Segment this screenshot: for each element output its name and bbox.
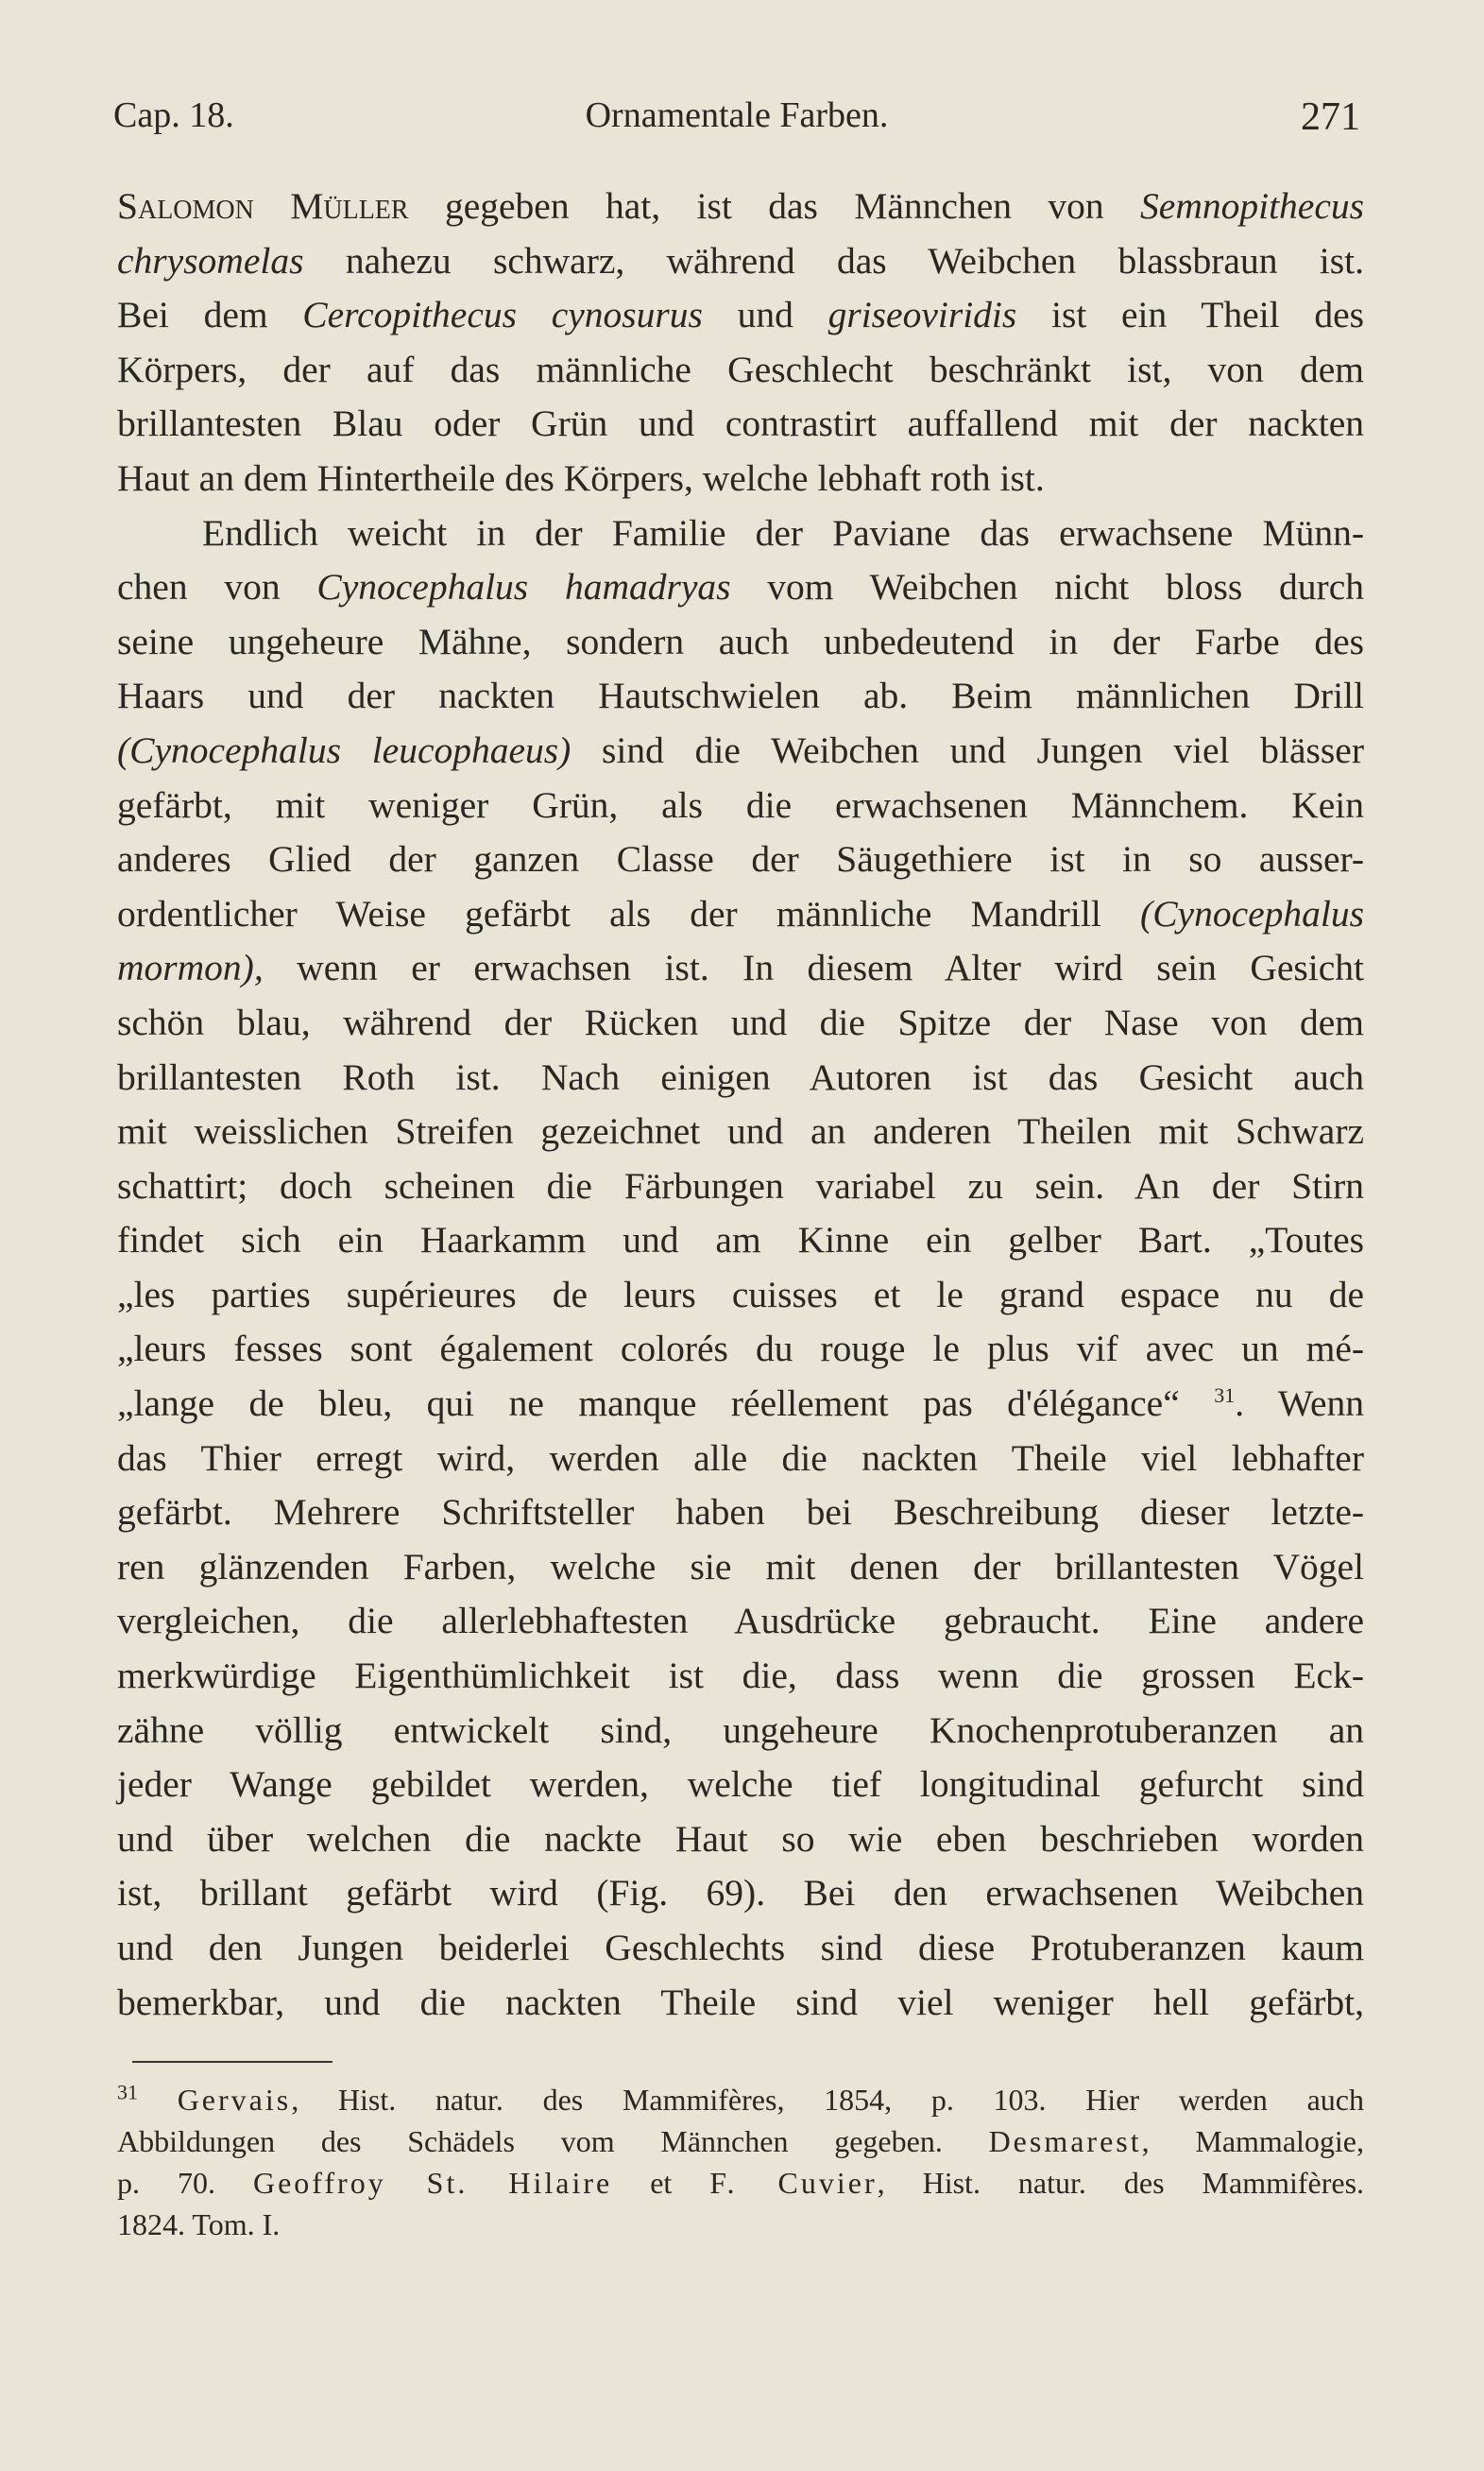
- text-run: brillantesten Blau oder Grün und contrastirt auffallend mit der nackten: [117, 403, 1364, 445]
- text-run: anderes Glied der ganzen Classe der Säugethiere ist in so ausser-: [117, 838, 1364, 881]
- text-line: [117, 1758, 1364, 1812]
- text-line: [117, 1322, 1364, 1377]
- text-run: F. Cuvier: [709, 2166, 878, 2200]
- footnote-line: [117, 2120, 1364, 2162]
- text-run: Cercopithecus cynosurus: [302, 294, 703, 336]
- text-line: [117, 1432, 1364, 1486]
- text-line: [117, 397, 1364, 452]
- text-line: [117, 1704, 1364, 1759]
- text-run: seine ungeheure Mähne, sondern auch unbedeutend in der Farbe des: [117, 620, 1364, 662]
- text-run: Cynocephalus hamadryas: [316, 566, 731, 609]
- text-line: [117, 1105, 1364, 1159]
- footnote-line: [117, 2162, 1364, 2204]
- text-line: [117, 1976, 1364, 2031]
- text-run: Körpers, der auf das männliche Geschlecht beschränkt ist, von dem: [117, 348, 1364, 390]
- running-header: [113, 94, 1360, 151]
- text-run: , Hist. natur. des Mammifères.: [877, 2166, 1365, 2200]
- text-run: „lange de bleu, qui ne manque réellement pas d'élégance“: [117, 1382, 1215, 1425]
- footnote-line: [117, 2204, 1364, 2245]
- text-run: schön blau, während der Rücken und die Spitze der Nase von dem: [117, 1001, 1364, 1043]
- text-line: [117, 1213, 1364, 1268]
- page-number: 271: [1301, 95, 1360, 139]
- text-run: merkwürdige Eigenthümlichkeit ist die, dass wenn die grossen Eck-: [117, 1655, 1364, 1697]
- text-run: chen von: [117, 566, 317, 609]
- text-run: Endlich weicht in der Familie der Paviane das erwachsene Münn-: [202, 511, 1364, 554]
- text-line: [117, 887, 1364, 942]
- text-line: [117, 288, 1364, 343]
- text-line: [117, 343, 1364, 398]
- main-text: [117, 180, 1364, 2030]
- text-run: (Cynocephalus: [1140, 892, 1364, 935]
- text-run: chrysomelas: [117, 239, 304, 282]
- text-run: et: [612, 2166, 710, 2200]
- text-run: Haars und der nackten Hautschwielen ab. Beim männlichen Drill: [117, 675, 1364, 717]
- text-run: Geoffroy St. Hilaire: [252, 2166, 613, 2200]
- text-line: [117, 1051, 1364, 1106]
- text-line: [117, 1649, 1364, 1704]
- text-run: jeder Wange gebildet werden, welche tief longitudinal gefurcht sind: [117, 1763, 1364, 1806]
- text-run: p. 70.: [117, 2166, 253, 2200]
- text-run: ist, brillant gefärbt wird (Fig. 69). Bei den erwachsenen Weibchen: [117, 1872, 1364, 1914]
- text-run: Haut an dem Hintertheile des Körpers, welche lebhaft roth ist.: [117, 456, 1045, 499]
- text-run: Desmarest: [988, 2124, 1142, 2158]
- text-run: gefärbt, mit weniger Grün, als die erwachsenen Männchem. Kein: [117, 783, 1364, 826]
- section-title: Ornamentale Farben.: [585, 95, 889, 135]
- text-run: Semnopithecus: [1140, 185, 1364, 227]
- text-run: zähne völlig entwickelt sind, ungeheure Knochenprotuberanzen an: [117, 1708, 1364, 1751]
- footnote: [117, 2079, 1364, 2245]
- text-line: [117, 1377, 1364, 1432]
- text-run: (Cynocephalus leucophaeus): [117, 729, 571, 771]
- text-line: [117, 996, 1364, 1051]
- text-run: . Wenn: [1235, 1382, 1364, 1425]
- text-run: mit weisslichen Streifen gezeichnet und an anderen Theilen mit Schwarz: [117, 1110, 1364, 1153]
- text-run: ordentlicher Weise gefärbt als der männliche Mandrill: [117, 892, 1141, 935]
- text-run: nahezu schwarz, während das Weibchen blassbraun ist.: [303, 239, 1364, 282]
- text-run: das Thier erregt wird, werden alle die nackten Theile viel lebhafter: [117, 1436, 1364, 1479]
- text-line: [117, 1921, 1364, 1976]
- text-line: [117, 615, 1364, 670]
- footnote-ref: 31: [117, 2080, 138, 2104]
- text-run: und den Jungen beiderlei Geschlechts sind diese Protuberanzen kaum: [117, 1927, 1364, 1968]
- text-line: [117, 180, 1364, 234]
- text-line: [117, 1540, 1364, 1595]
- text-run: Gervais: [177, 2083, 292, 2117]
- text-line: [117, 234, 1364, 289]
- text-line: [117, 1812, 1364, 1867]
- text-run: griseoviridis: [827, 294, 1017, 336]
- text-run: und über welchen die nackte Haut so wie eben beschrieben worden: [117, 1817, 1364, 1860]
- footnote-divider: [132, 2061, 333, 2063]
- text-line: [117, 452, 1364, 506]
- text-run: , Mammalogie,: [1141, 2124, 1364, 2158]
- text-run: ren glänzenden Farben, welche sie mit denen der brillantesten Vögel: [117, 1545, 1364, 1587]
- text-run: findet sich ein Haarkamm und am Kinne ein gelber Bart. „Toutes: [117, 1219, 1364, 1261]
- text-line: [117, 1866, 1364, 1921]
- text-line: [117, 1268, 1364, 1323]
- text-run: gegeben hat, ist das Männchen von: [408, 185, 1141, 227]
- text-run: 1824. Tom. I.: [117, 2207, 281, 2241]
- footnote-line: [117, 2079, 1364, 2120]
- text-run: mormon),: [117, 947, 264, 989]
- text-run: ist ein Theil des: [1016, 294, 1365, 336]
- chapter-label: Cap. 18.: [113, 95, 234, 135]
- text-run: bemerkbar, und die nackten Theile sind viel weniger hell gefärbt,: [117, 1981, 1364, 2023]
- text-run: vom Weibchen nicht bloss durch: [730, 566, 1364, 609]
- text-line: [117, 832, 1364, 887]
- text-line: [117, 1594, 1364, 1649]
- text-line: [117, 506, 1364, 561]
- text-line: [117, 1159, 1364, 1214]
- text-line: [117, 779, 1364, 833]
- text-run: [138, 2083, 178, 2117]
- text-run: brillantesten Roth ist. Nach einigen Autoren ist das Gesicht auch: [117, 1055, 1364, 1098]
- text-run: , Hist. natur. des Mammifères, 1854, p. 103. Hier werden auch: [291, 2083, 1364, 2117]
- text-line: [117, 1485, 1364, 1540]
- text-run: sind die Weibchen und Jungen viel blässer: [571, 729, 1364, 771]
- text-line: [117, 560, 1364, 615]
- text-line: [117, 669, 1364, 724]
- text-run: „les parties supérieures de leurs cuisses et le grand espace nu de: [117, 1273, 1364, 1315]
- text-run: gefärbt. Mehrere Schriftsteller haben bei Beschreibung dieser letzte-: [117, 1491, 1364, 1534]
- text-run: und: [702, 294, 828, 336]
- text-line: [117, 724, 1364, 779]
- text-run: Salomon Müller: [117, 185, 409, 227]
- footnote-ref: 31: [1214, 1382, 1236, 1407]
- text-run: Bei dem: [117, 294, 303, 336]
- text-run: wenn er erwachsen ist. In diesem Alter wird sein Gesicht: [263, 947, 1364, 989]
- text-line: [117, 941, 1364, 996]
- text-run: Abbildungen des Schädels vom Männchen gegeben.: [117, 2124, 989, 2158]
- text-run: vergleichen, die allerlebhaftesten Ausdrücke gebraucht. Eine andere: [117, 1600, 1364, 1642]
- text-run: schattirt; doch scheinen die Färbungen variabel zu sein. An der Stirn: [117, 1164, 1364, 1207]
- text-run: „leurs fesses sont également colorés du rouge le plus vif avec un mé-: [117, 1328, 1364, 1370]
